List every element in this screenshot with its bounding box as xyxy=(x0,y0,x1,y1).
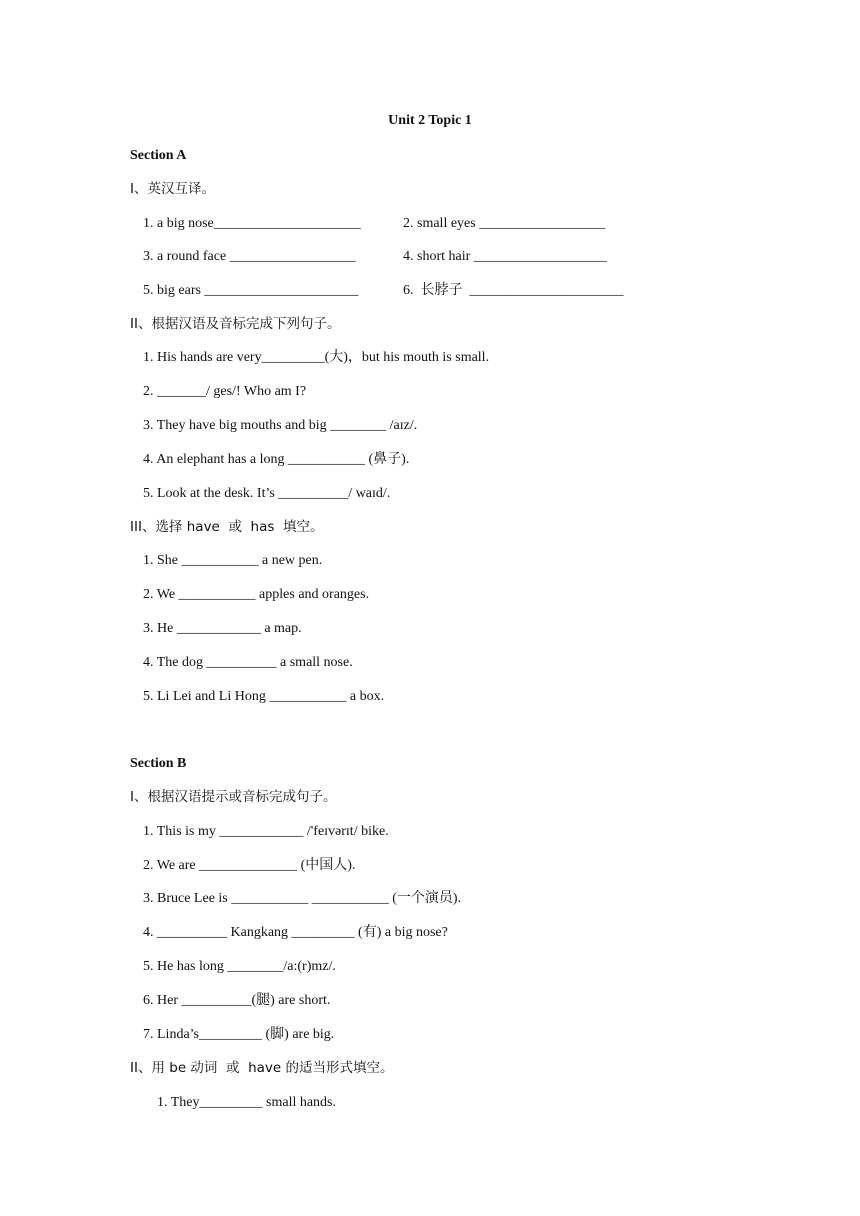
complete-item: 1. This is my ____________ /'feɪvərɪt/ bike. xyxy=(143,824,389,839)
section-a-part2-heading: II、根据汉语及音标完成下列句子。 xyxy=(130,316,341,332)
translate-item-5: 5. big ears ______________________ xyxy=(143,283,359,298)
fill-item: 2. We ___________ apples and oranges. xyxy=(143,587,370,602)
section-a-heading: Section A xyxy=(130,148,187,163)
section-b-part2-heading: II、用 be 动词 或 have 的适当形式填空。 xyxy=(130,1060,394,1076)
complete-item: 3. Bruce Lee is ___________ ___________ (一个演员). xyxy=(143,891,462,906)
fill-item: 1. She ___________ a new pen. xyxy=(143,553,323,568)
fill-item: 5. Li Lei and Li Hong ___________ a box. xyxy=(143,689,385,704)
sentence-item: 3. They have big mouths and big ________ /aɪz/. xyxy=(143,418,418,433)
translate-item-4: 4. short hair ___________________ xyxy=(403,249,607,264)
fill-item: 3. He ____________ a map. xyxy=(143,621,302,636)
translate-item-1: 1. a big nose_____________________ xyxy=(143,216,361,231)
sentence-item: 5. Look at the desk. It’s __________/ waɪd/. xyxy=(143,486,391,501)
complete-item: 4. __________ Kangkang _________ (有) a big nose? xyxy=(143,925,448,940)
sentence-item: 4. An elephant has a long ___________ (鼻子). xyxy=(143,452,410,467)
section-a-part3-heading: III、选择 have 或 has 填空。 xyxy=(130,519,324,535)
complete-item: 2. We are ______________ (中国人). xyxy=(143,858,356,873)
complete-item: 5. He has long ________/a:(r)mz/. xyxy=(143,959,336,974)
sentence-item: 1. His hands are very_________(大)，but his mouth is small. xyxy=(143,350,490,365)
page-title: Unit 2 Topic 1 xyxy=(388,113,472,128)
translate-item-6: 6. 长脖子 ______________________ xyxy=(403,283,624,298)
section-a-part1-heading: I、英汉互译。 xyxy=(130,181,215,197)
complete-item: 7. Linda’s_________ (脚) are big. xyxy=(143,1027,335,1042)
section-b-part1-heading: I、根据汉语提示或音标完成句子。 xyxy=(130,789,337,805)
translate-item-2: 2. small eyes __________________ xyxy=(403,216,606,231)
translate-item-3: 3. a round face __________________ xyxy=(143,249,356,264)
sentence-item: 2. _______/ ges/! Who am I? xyxy=(143,384,307,399)
fill-item: 4. The dog __________ a small nose. xyxy=(143,655,353,670)
complete-item: 6. Her __________(腿) are short. xyxy=(143,993,331,1008)
form-item: 1. They_________ small hands. xyxy=(157,1095,337,1110)
section-b-heading: Section B xyxy=(130,756,187,771)
